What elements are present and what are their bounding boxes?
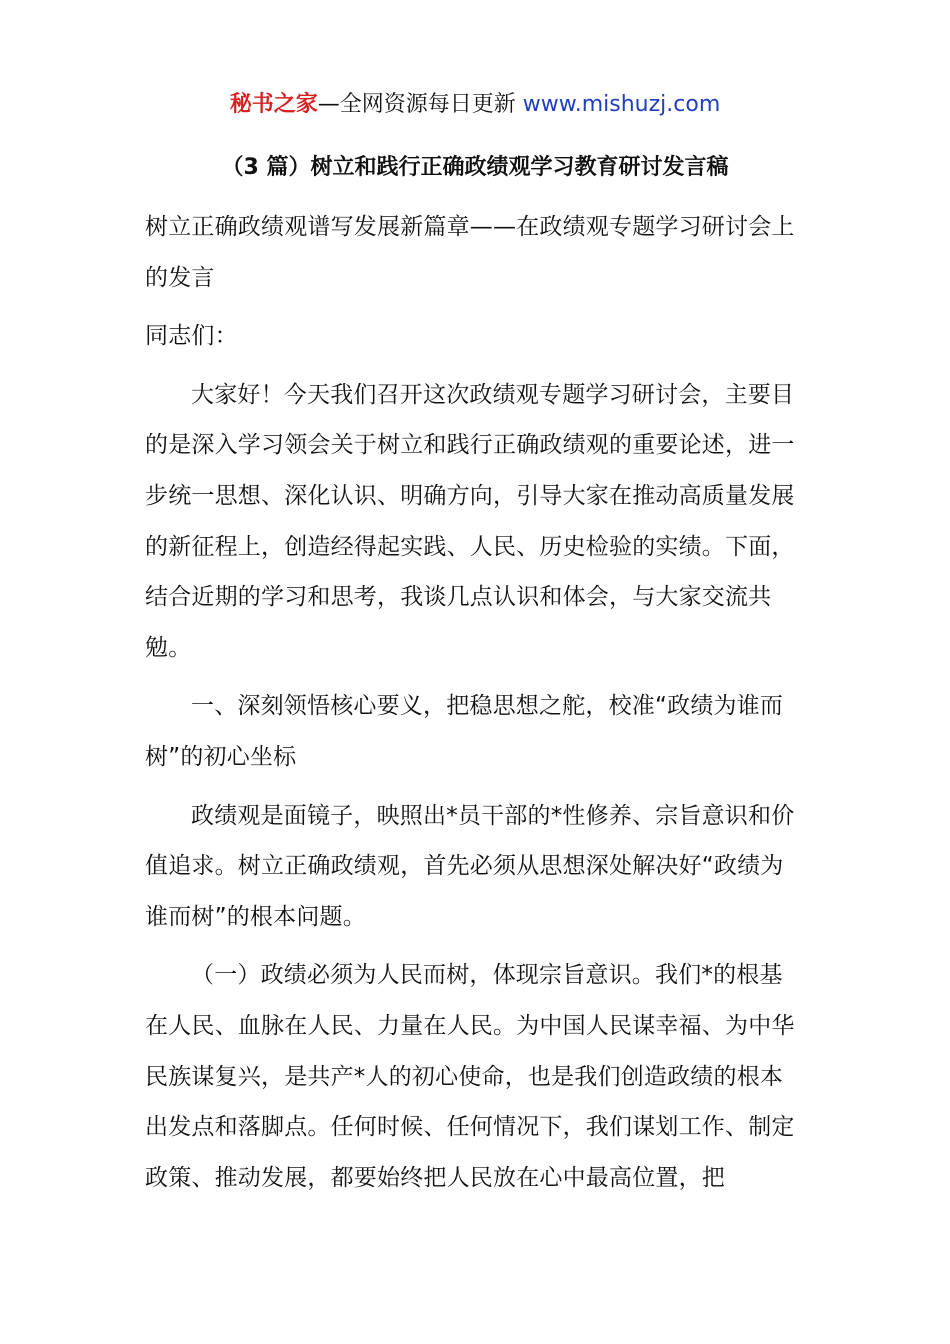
document-body <box>145 202 805 1203</box>
paragraph-section-1: 政绩观是面镜子，映照出*员干部的*性修养、宗旨意识和价值追求。树立正确政绩观，首先必须从思想深处解决好“政绩为谁而树”的根本问题。 <box>145 802 795 930</box>
header-slogan: —全网资源每日更新 <box>317 92 523 117</box>
document-subtitle: 树立正确政绩观谱写发展新篇章——在政绩观专题学习研讨会上的发言 <box>145 214 795 291</box>
paragraph-intro: 大家好！今天我们召开这次政绩观专题学习研讨会，主要目的是深入学习领会关于树立和践行正确政绩观的重要论述，进一步统一思想、深化认识、明确方向，引导大家在推动高质量发展的新征程上，创造经得起实践、人民、历史检验的实绩。下面，结合近期的学习和思考，我谈几点认识和体会，与大家交流共勉。 <box>145 381 795 661</box>
paragraph-subsection-1: （一）政绩必须为人民而树，体现宗旨意识。我们*的根基在人民、血脉在人民、力量在人民。为中国人民谋幸福、为中华民族谋复兴，是共产*人的初心使命，也是我们创造政绩的根本出发点和落脚点。任何时候、任何情况下，我们谋划工作、制定政策、推动发展，都要始终把人民放在心中最高位置，把 <box>145 962 795 1191</box>
site-url-link[interactable]: www.mishuzj.com <box>522 92 721 117</box>
brand-name: 秘书之家 <box>229 92 318 117</box>
section-heading-1: 一、深刻领悟核心要义，把稳思想之舵，校准“政绩为谁而树”的初心坐标 <box>145 693 784 770</box>
salutation: 同志们： <box>145 323 238 350</box>
document-title: （3 篇）树立和践行正确政绩观学习教育研讨发言稿 <box>221 155 729 180</box>
site-header <box>0 88 950 122</box>
